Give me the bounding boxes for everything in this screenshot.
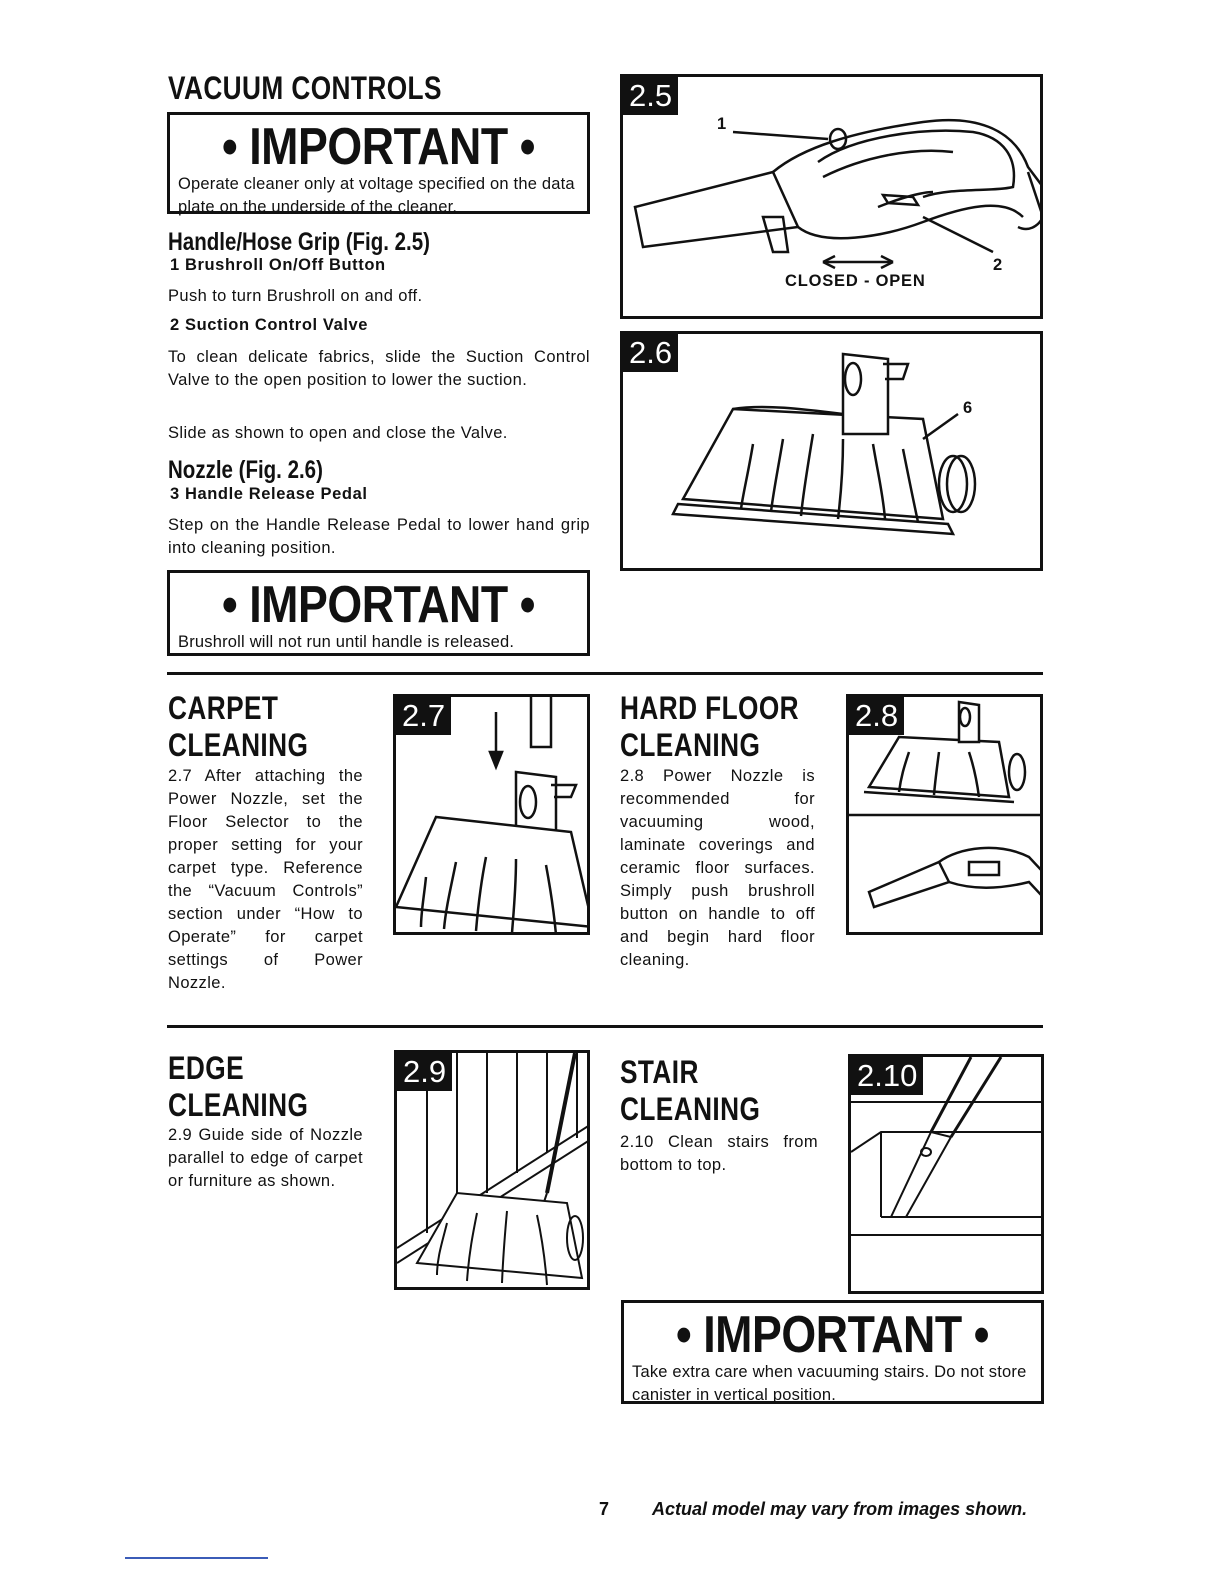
- edge-cleaning-text: 2.9 Guide side of Nozzle parallel to edge of carpet or furniture as shown.: [168, 1126, 363, 1190]
- footer-note: Actual model may vary from images shown.: [652, 1499, 1028, 1519]
- item-3-text: Step on the Handle Release Pedal to lower hand grip into cleaning position.: [168, 516, 590, 557]
- item-3-label: 3 Handle Release Pedal: [170, 485, 368, 503]
- callout-6: 6: [963, 399, 973, 417]
- carpet-cleaning-title-line1: CARPET: [168, 690, 279, 726]
- figure-label: 2.5: [623, 77, 678, 115]
- item-1-label: 1 Brushroll On/Off Button: [170, 256, 386, 274]
- page-number: 7: [599, 1499, 610, 1519]
- carpet-cleaning-title-line2: CLEANING: [168, 727, 309, 763]
- hard-floor-title-line2: CLEANING: [620, 727, 761, 763]
- closed-open-caption: CLOSED - OPEN: [785, 272, 926, 290]
- section-divider: [167, 1025, 1043, 1028]
- important-box-brushroll: [167, 570, 590, 656]
- bottom-accent-line: [125, 1557, 268, 1559]
- important-text: Take extra care when vacuuming stairs. Do not store canister in vertical position.: [632, 1363, 1027, 1404]
- item-2-text: To clean delicate fabrics, slide the Suction Control Valve to the open position to lower the suction.: [168, 348, 590, 389]
- important-box-voltage: [167, 112, 590, 214]
- nozzle-heading: Nozzle (Fig. 2.6): [168, 456, 323, 484]
- figure-2-7: [393, 694, 590, 935]
- figure-2-10: [848, 1054, 1044, 1294]
- important-title: • IMPORTANT •: [221, 118, 536, 176]
- edge-cleaning-title-line1: EDGE: [168, 1050, 245, 1086]
- item-2-label: 2 Suction Control Valve: [170, 316, 369, 334]
- item-1-text: Push to turn Brushroll on and off.: [168, 287, 423, 305]
- hard-floor-title-line1: HARD FLOOR: [620, 690, 800, 726]
- callout-2: 2: [993, 256, 1003, 274]
- callout-1: 1: [717, 115, 727, 133]
- edge-cleaning-title-line2: CLEANING: [168, 1087, 309, 1123]
- power-nozzle-illustration: [623, 334, 1043, 571]
- carpet-cleaning-text: 2.7 After attaching the Power Nozzle, set the Floor Selector to the proper setting for your carpet type. Reference the “Vacuum Controls” section under “How to Operate” for carpet settings of Power Nozzle.: [168, 767, 363, 992]
- important-text: Brushroll will not run until handle is released.: [178, 633, 515, 651]
- hard-floor-text: 2.8 Power Nozzle is recommended for vacuuming wood, laminate coverings and ceramic floor surfaces. Simply push brushroll button on handle to off and begin hard floor cleaning.: [620, 767, 815, 969]
- figure-label: 2.10: [851, 1057, 923, 1095]
- section-divider: [167, 672, 1043, 675]
- important-title: • IMPORTANT •: [221, 576, 536, 634]
- figure-label: 2.6: [623, 334, 678, 372]
- figure-2-9: [394, 1050, 590, 1290]
- important-box-stairs: [621, 1300, 1044, 1404]
- figure-label: 2.7: [396, 697, 451, 735]
- stair-cleaning-title-line1: STAIR: [620, 1054, 699, 1090]
- vacuum-controls-title: VACUUM CONTROLS: [168, 70, 442, 106]
- figure-2-5: [620, 74, 1043, 319]
- handle-hose-grip-heading: Handle/Hose Grip (Fig. 2.5): [168, 228, 430, 256]
- stair-cleaning-text: 2.10 Clean stairs from bottom to top.: [620, 1133, 818, 1174]
- figure-2-6: [620, 331, 1043, 571]
- figure-2-8: [846, 694, 1043, 935]
- figure-label: 2.9: [397, 1053, 452, 1091]
- stair-cleaning-title-line2: CLEANING: [620, 1091, 761, 1127]
- item-2-text-slide: Slide as shown to open and close the Valve.: [168, 424, 508, 442]
- figure-label: 2.8: [849, 697, 904, 735]
- important-text: Operate cleaner only at voltage specified on the data plate on the underside of the cleaner.: [178, 175, 575, 216]
- important-title: • IMPORTANT •: [675, 1306, 990, 1364]
